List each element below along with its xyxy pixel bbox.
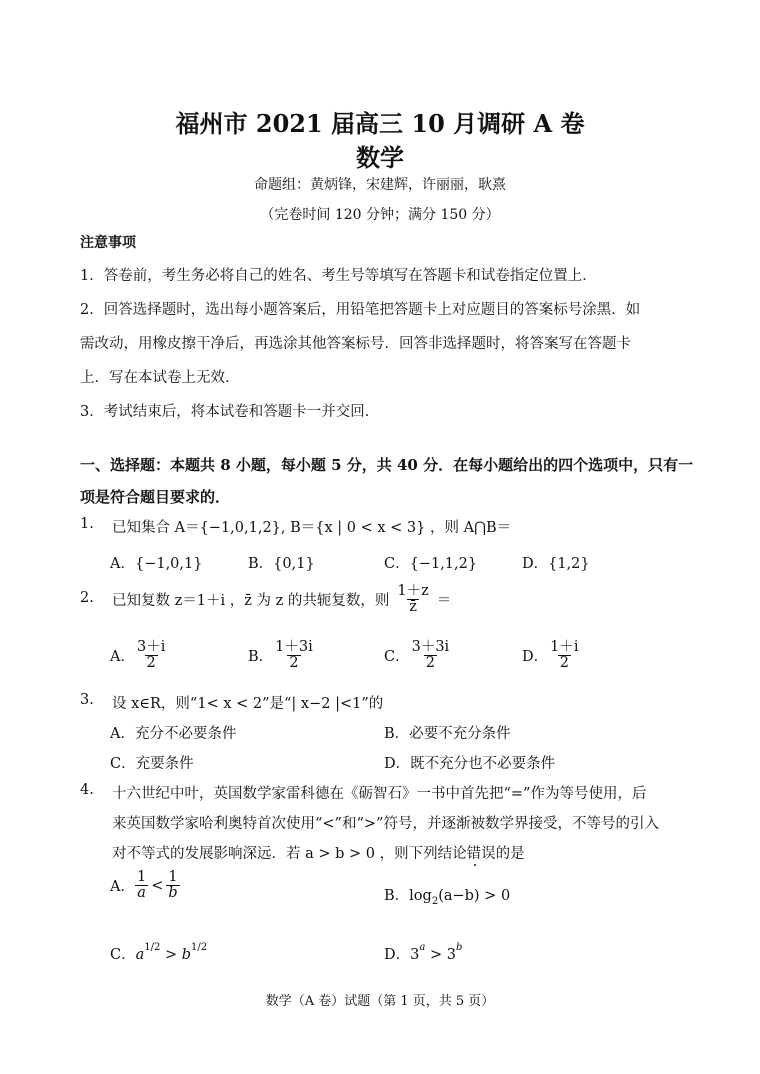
fraction bbox=[166, 870, 179, 901]
option-label: D． bbox=[384, 947, 411, 963]
option-a bbox=[110, 640, 167, 671]
notice-heading: 注意事项 bbox=[80, 235, 136, 251]
exponent: 1/2 bbox=[144, 942, 161, 953]
notice-line: 1．答卷前，考生务必将自己的姓名、考生号等填写在答题卡和试卷指定位置上． bbox=[80, 268, 597, 284]
base: 3 bbox=[410, 947, 420, 963]
fraction bbox=[548, 640, 580, 671]
option-label: B． bbox=[248, 649, 274, 666]
fraction bbox=[135, 870, 148, 901]
question-stem: 设 x∈R，则“1< x < 2”是“| x−2 |<1”的 bbox=[112, 696, 384, 712]
fraction-denominator: 2 bbox=[146, 655, 156, 672]
option-c bbox=[110, 942, 207, 964]
stem-part: z̄ 为 z 的共轭复数，则 bbox=[244, 593, 390, 610]
fraction-numerator: 1 bbox=[136, 869, 147, 885]
notice-line: 2．回答选择题时，选出每小题答案后，用铅笔把答题卡上对应题目的答案标号涂黑．如 bbox=[80, 302, 641, 318]
option-b bbox=[384, 884, 510, 907]
fraction bbox=[395, 584, 430, 615]
option-label: A． bbox=[110, 879, 135, 896]
fraction bbox=[135, 640, 167, 671]
fraction-denominator: 2 bbox=[559, 655, 569, 672]
relation: < bbox=[151, 877, 164, 894]
log-argument: (a−b) > 0 bbox=[438, 888, 511, 904]
subject-title: 数学 bbox=[356, 143, 404, 172]
log-base: 2 bbox=[431, 896, 439, 907]
fraction-denominator: a bbox=[137, 885, 146, 902]
exponent: b bbox=[455, 942, 463, 953]
option-label: A． bbox=[110, 649, 135, 666]
exponent: a bbox=[419, 942, 426, 953]
log-text: log bbox=[409, 888, 432, 904]
section-heading-cont: 项是符合题目要求的． bbox=[80, 488, 231, 506]
stem-part: 对不等式的发展影响深远．若 a > b > 0 ，则下列结论 bbox=[112, 846, 467, 862]
option-b: B．{0,1} bbox=[248, 556, 315, 572]
question-stem: 已知集合 A＝{−1,0,1,2}, B＝{x | 0 < x < 3} ，则 A⋂B＝ bbox=[112, 520, 512, 536]
option-c: C．充要条件 bbox=[110, 756, 194, 772]
option-d: D．既不充分也不必要条件 bbox=[384, 756, 556, 772]
option-b bbox=[248, 640, 315, 671]
notice-line: 需改动，用橡皮擦干净后，再选涂其他答案标号．回答非选择题时，将答案写在答题卡 bbox=[80, 336, 631, 352]
authors-line: 命题组：黄炳锋，宋建辉，许丽丽，耿熹 bbox=[254, 177, 506, 193]
fraction-numerator: 3＋3i bbox=[411, 639, 450, 655]
option-d: D．{1,2} bbox=[522, 556, 590, 572]
stem-part: 已知复数 z＝1＋i ， bbox=[112, 593, 245, 610]
base-b: b bbox=[181, 947, 192, 963]
fraction bbox=[273, 640, 315, 671]
question-number: 4. bbox=[80, 782, 94, 798]
question-2 bbox=[80, 584, 720, 624]
fraction-numerator: 1 bbox=[168, 869, 178, 885]
fraction-numerator: 1＋i bbox=[550, 639, 579, 655]
notice-line: 3．考试结束后，将本试卷和答题卡一并交回． bbox=[80, 404, 380, 420]
fraction-denominator: b bbox=[168, 885, 178, 902]
fraction-denominator: 2 bbox=[289, 655, 299, 672]
option-c: C．{−1,1,2} bbox=[384, 556, 478, 572]
section-heading: 一、选择题：本题共 8 小题，每小题 5 分，共 40 分．在每小题给出的四个选项中，只有一 bbox=[80, 456, 694, 474]
option-a: A．{−1,0,1} bbox=[110, 556, 203, 572]
question-number: 1. bbox=[80, 516, 94, 532]
option-label: D． bbox=[522, 649, 549, 666]
question-stem-line: 十六世纪中叶，英国数学家雷科德在《砺智石》一书中首先把“=”作为等号使用，后 bbox=[112, 786, 647, 802]
option-d bbox=[522, 640, 581, 671]
base-a: a bbox=[135, 947, 145, 963]
question-1 bbox=[80, 516, 720, 538]
question-4 bbox=[80, 782, 730, 804]
fraction-numerator: 3＋i bbox=[136, 639, 166, 655]
option-c bbox=[384, 640, 451, 671]
base: 3 bbox=[446, 947, 456, 963]
fraction-denominator: 2 bbox=[425, 655, 436, 672]
relation: > bbox=[160, 947, 182, 963]
fraction bbox=[410, 640, 452, 671]
question-stem-line bbox=[112, 842, 525, 863]
stem-part: ＝ bbox=[436, 593, 452, 610]
option-label: C． bbox=[110, 947, 136, 963]
exponent: 1/2 bbox=[191, 942, 208, 953]
option-label: B． bbox=[384, 888, 410, 904]
question-stem-line: 来英国数学家哈利奥特首次使用“<”和“>”符号，并逐渐被数学界接受，不等号的引入 bbox=[112, 816, 659, 832]
question-number: 2. bbox=[80, 590, 94, 606]
question-stem bbox=[112, 584, 451, 615]
fraction-denominator: z̄ bbox=[409, 599, 417, 616]
emphasis-mark: 错 bbox=[466, 846, 482, 862]
option-d bbox=[384, 942, 462, 964]
time-info: （完卷时间 120 分钟；满分 150 分） bbox=[260, 207, 500, 223]
stem-part: 误的是 bbox=[481, 846, 525, 862]
relation: > bbox=[425, 947, 447, 963]
notice-line: 上．写在本试卷上无效． bbox=[80, 370, 240, 386]
question-number: 3. bbox=[80, 692, 94, 708]
question-3 bbox=[80, 692, 720, 714]
exam-title: 福州市 2021 届高三 10 月调研 A 卷 bbox=[175, 109, 585, 138]
page-footer: 数学（A 卷）试题（第 1 页，共 5 页） bbox=[265, 994, 495, 1009]
option-a bbox=[110, 870, 180, 901]
fraction-numerator: 1＋z bbox=[397, 583, 429, 599]
fraction-numerator: 1＋3i bbox=[275, 639, 313, 655]
option-a: A．充分不必要条件 bbox=[110, 726, 237, 742]
option-label: C． bbox=[384, 649, 410, 666]
option-b: B．必要不充分条件 bbox=[384, 726, 511, 742]
